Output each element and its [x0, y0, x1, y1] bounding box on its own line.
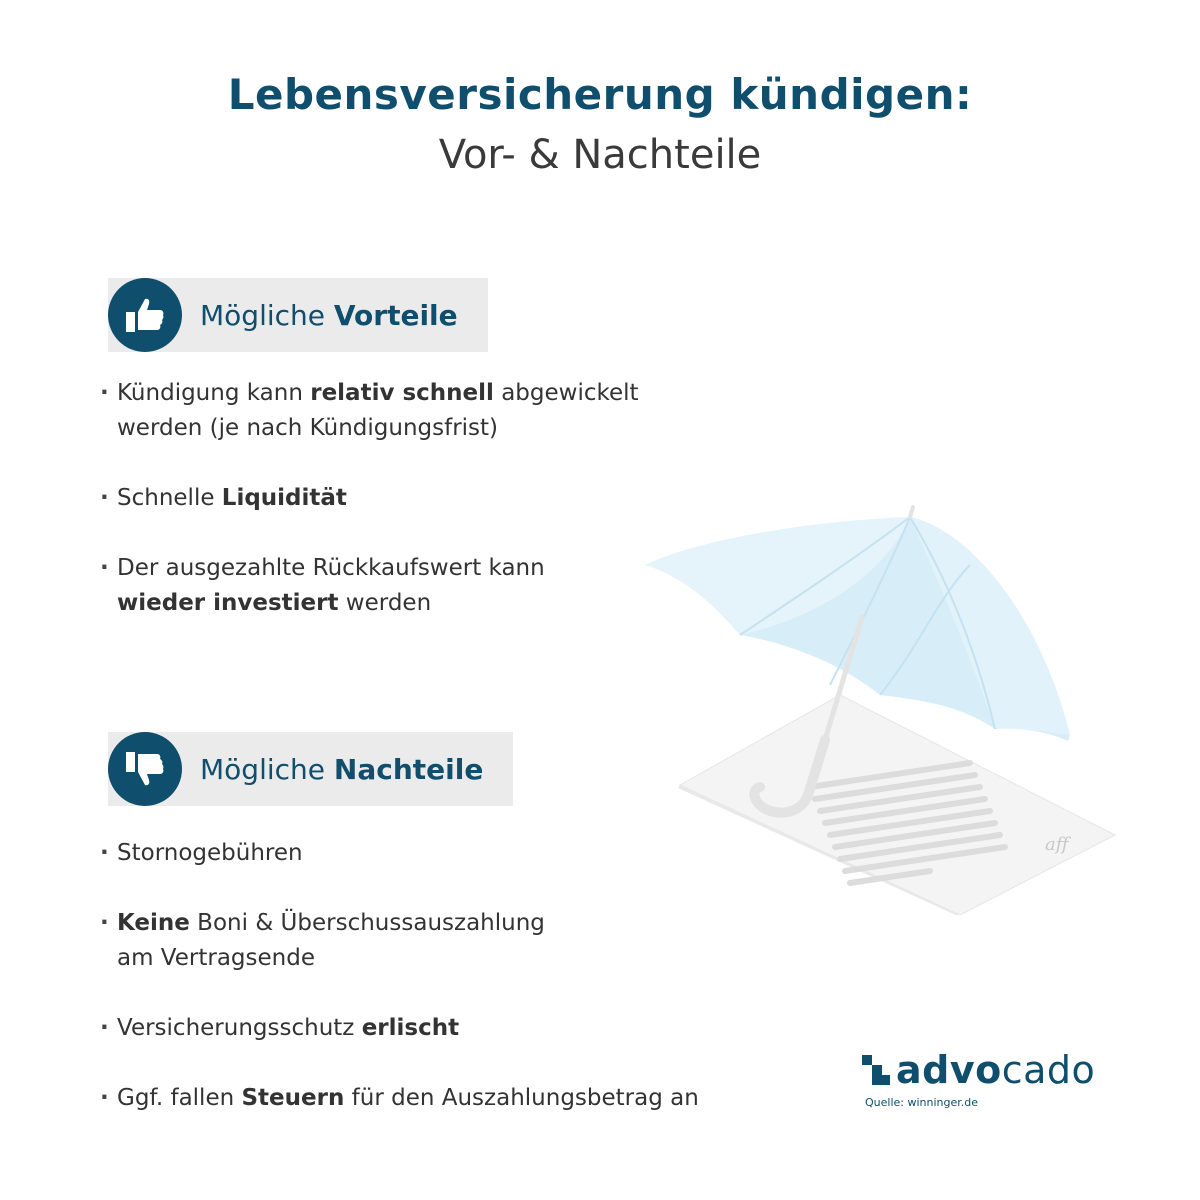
page-title: Lebensversicherung kündigen:: [227, 70, 973, 119]
list-item: · Ggf. fallen Steuern für den Auszahlungsbetrag an: [100, 1081, 737, 1116]
source-note: Quelle: winninger.de: [865, 1096, 979, 1109]
advantages-title: Mögliche Vorteile: [200, 298, 458, 332]
signature: aff: [1045, 834, 1069, 855]
advocado-logo: [862, 1050, 1095, 1090]
logo-text: advocado: [896, 1048, 1096, 1092]
umbrella-document-icon: [630, 505, 1130, 915]
list-item: · Kündigung kann relativ schnell abgewickelt werden (je nach Kündigungsfrist): [100, 376, 737, 446]
list-item: · Versicherungsschutz erlischt: [100, 1011, 737, 1046]
page-subtitle: Vor- & Nachteile: [438, 132, 762, 178]
thumbs-down-icon: [108, 732, 182, 806]
list-item: · Keine Boni & Überschussauszahlung am Vertragsende: [100, 906, 737, 976]
thumbs-up-icon: [108, 278, 182, 352]
logo-mark-icon: [862, 1055, 890, 1085]
list-item: · Stornogebühren: [100, 836, 737, 871]
disadvantages-header: [108, 732, 513, 806]
list-item: · Schnelle Liquidität: [100, 481, 737, 516]
disadvantages-title: Mögliche Nachteile: [200, 752, 484, 786]
advantages-header: [108, 278, 488, 352]
list-item: · Der ausgezahlte Rückkaufswert kann wieder investiert werden: [100, 551, 737, 621]
